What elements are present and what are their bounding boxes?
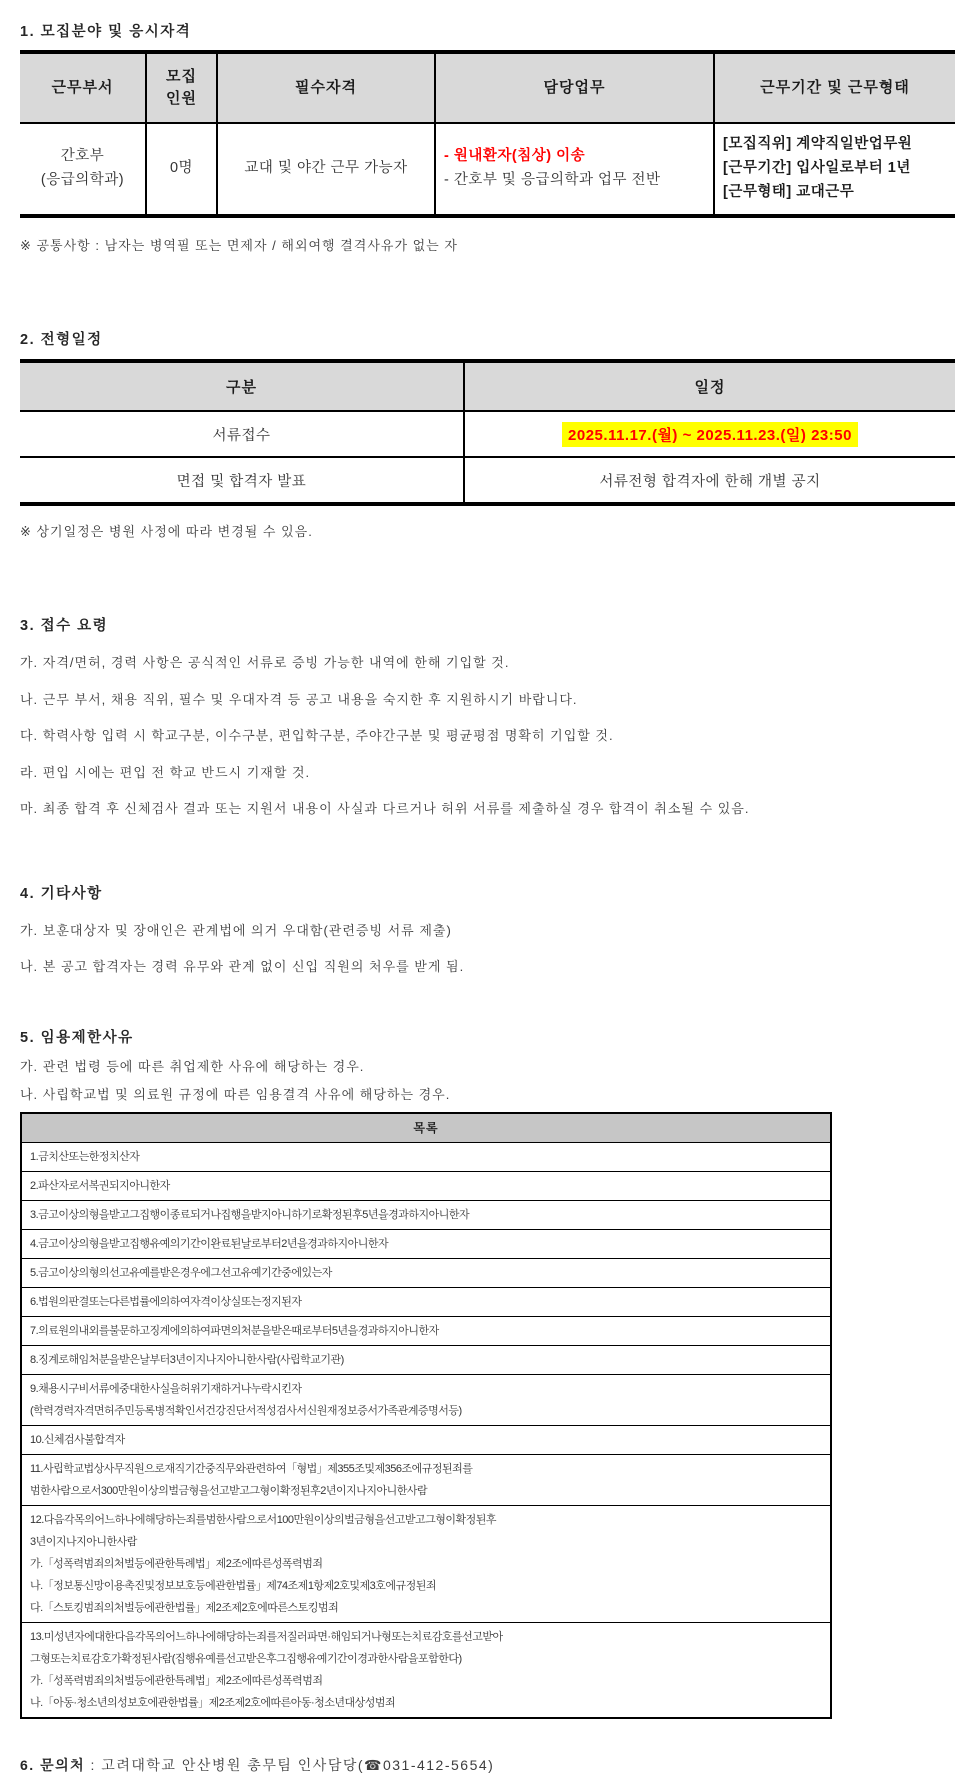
col-header-qualification: 필수자격: [217, 52, 435, 123]
restriction-row-2: 2.파산자로서복권되지아니한자: [21, 1171, 831, 1200]
col-header-department: 근무부서: [20, 52, 146, 123]
restriction-row-1: 1.금치산또는한정치산자: [21, 1142, 831, 1171]
col-header-category: 구분: [20, 361, 464, 411]
common-requirement-note: ※ 공통사항 : 남자는 병역필 또는 면제자 / 해외여행 결격사유가 없는 자: [20, 238, 458, 253]
restriction-row-13: 13.미성년자에대한다음각목의어느하나에해당하는죄를저질러파면·해임되거나형또는치료감호를선고받아 그형또는치료감호가확정된사람(집행유예를선고받은후그집행유예기간이경과한사람을포함한다) 가.「성폭력범죄의처벌등에관한특례법」제2조에따른성폭력범죄 나.「아동·청소년의성보호에관한법률」제2조제2호에따른아동·청소년대상성범죄: [21, 1622, 831, 1718]
cell-duties: [435, 123, 714, 216]
recruit-table: [20, 50, 955, 218]
schedule-row-interview: [20, 457, 955, 504]
cell-application-period: [464, 411, 955, 457]
restriction-row-12: 12.다음각목의어느하나에해당하는죄를범한사람으로서100만원이상의벌금형을선고받고그형이확정된후 3년이지나지아니한사람 가.「성폭력범죄의처벌등에관한특례법」제2조에따른성폭력범죄 나.「정보통신망이용촉진및정보보호등에관한법률」제74조제1항제2호및제3호에규정된죄 다.「스토킹범죄의처벌등에관한법률」제2조제2호에따른스토킹범죄: [21, 1505, 831, 1622]
contact-detail: : 고려대학교 안산병원 총무팀 인사담당(☎031-412-5654): [85, 1756, 495, 1773]
restriction-row-5: 5.금고이상의형의선고유예를받은경우에그선고유예기간중에있는자: [21, 1258, 831, 1287]
restriction-row-10: 10.신체검사불합격자: [21, 1425, 831, 1454]
s3-item-da: 다. 학력사항 입력 시 학교구분, 이수구분, 편입학구분, 주야간구분 및 평균평점 명확히 기입할 것.: [20, 728, 614, 744]
restriction-row-3: 3.금고이상의형을받고그집행이종료되거나집행을받지아니하기로확정된후5년을경과하지아니한자: [21, 1200, 831, 1229]
restriction-table-header: 목록: [21, 1113, 831, 1143]
schedule-row-application: [20, 411, 955, 457]
contact-line: [20, 1755, 955, 1775]
restriction-row-7: 7.의료원의내외를불문하고징계에의하여파면의처분을받은때로부터5년을경과하지아니한자: [21, 1316, 831, 1345]
s3-item-ma: 마. 최종 합격 후 신체검사 결과 또는 지원서 내용이 사실과 다르거나 허위 서류를 제출하실 경우 합격이 취소될 수 있음.: [20, 801, 750, 817]
restriction-row-11: 11.사립학교법상사무직원으로재직기간중직무와관련하여「형법」제355조및제356조에규정된죄를 범한사람으로서300만원이상의벌금형을선고받고그형이확정된후2년이지나지아니한사람: [21, 1454, 831, 1505]
restriction-table-header-row: [21, 1113, 831, 1143]
cell-period-type: [모집직위] 계약직일반업무원 [근무기간] 입사일로부터 1년 [근무형태] 교대근무: [714, 123, 955, 216]
cell-qualification: 교대 및 야간 근무 가능자: [217, 123, 435, 216]
s4-item-na: 나. 본 공고 합격자는 경력 유무와 관계 없이 신입 직원의 처우를 받게 됨.: [20, 959, 465, 975]
s4-item-ga: 가. 보훈대상자 및 장애인은 관계법에 의거 우대함(관련증빙 서류 제출): [20, 922, 452, 938]
col-header-duties: 담당업무: [435, 52, 714, 123]
restriction-row-4: 4.금고이상의형을받고집행유예의기간이완료된날로부터2년을경과하지아니한자: [21, 1229, 831, 1258]
schedule-table: [20, 359, 955, 506]
recruit-table-header-row: [20, 52, 955, 123]
duty-line-red: - 원내환자(침상) 이송: [444, 148, 586, 165]
recruit-table-data-row: [20, 123, 955, 216]
restriction-row-9: 9.채용시구비서류에중대한사실을허위기재하거나누락시킨자 (학력경력자격면허주민등록병적확인서건강진단서적성검사서신원재정보증서가족관계증명서등): [21, 1374, 831, 1425]
s3-item-ga: 가. 자격/면허, 경력 사항은 공식적인 서류로 증빙 가능한 내역에 한해 기입할 것.: [20, 655, 510, 670]
schedule-table-header-row: [20, 361, 955, 411]
cell-department: 간호부 (응급의학과): [40, 148, 125, 188]
col-header-period-type: 근무기간 및 근무형태: [714, 52, 955, 123]
schedule-change-note: ※ 상기일정은 병원 사정에 따라 변경될 수 있음.: [20, 524, 313, 539]
duty-line-normal: - 간호부 및 응급의학과 업무 전반: [444, 172, 661, 188]
section-1-heading: 1. 모집분야 및 응시자격: [20, 24, 192, 40]
s3-item-ra: 라. 편입 시에는 편입 전 학교 반드시 기재할 것.: [20, 764, 311, 780]
cell-interview-notice: 서류전형 합격자에 한해 개별 공지: [464, 457, 955, 504]
cell-headcount: 0명: [146, 123, 217, 216]
cell-application-label: 서류접수: [20, 411, 464, 457]
application-period-highlight: 2025.11.17.(월) ~ 2025.11.23.(일) 23:50: [562, 422, 858, 447]
restriction-row-8: 8.징계로해임처분을받은날부터3년이지나지아니한사람(사립학교기관): [21, 1345, 831, 1374]
s5-item-na: 나. 사립학교법 및 의료원 규정에 따른 임용결격 사유에 해당하는 경우.: [20, 1087, 451, 1103]
section-5-heading: 5. 임용제한사유: [20, 1029, 134, 1046]
section-4-heading: 4. 기타사항: [20, 885, 103, 902]
s5-item-ga: 가. 관련 법령 등에 따른 취업제한 사유에 해당하는 경우.: [20, 1058, 365, 1074]
section-2-heading: 2. 전형일정: [20, 332, 103, 348]
contact-label: 6. 문의처: [20, 1756, 86, 1773]
col-header-schedule: 일정: [464, 361, 955, 411]
section-3-heading: 3. 접수 요령: [20, 618, 109, 634]
cell-interview-label: 면접 및 합격자 발표: [176, 473, 307, 490]
s3-item-na: 나. 근무 부서, 채용 직위, 필수 및 우대자격 등 공고 내용을 숙지한 후 지원하시기 바랍니다.: [20, 691, 578, 707]
restriction-list-table: [20, 1112, 832, 1719]
col-header-headcount: 모집 인원: [146, 52, 217, 123]
restriction-row-6: 6.법원의판결또는다른법률에의하여자격이상실또는정지된자: [21, 1287, 831, 1316]
